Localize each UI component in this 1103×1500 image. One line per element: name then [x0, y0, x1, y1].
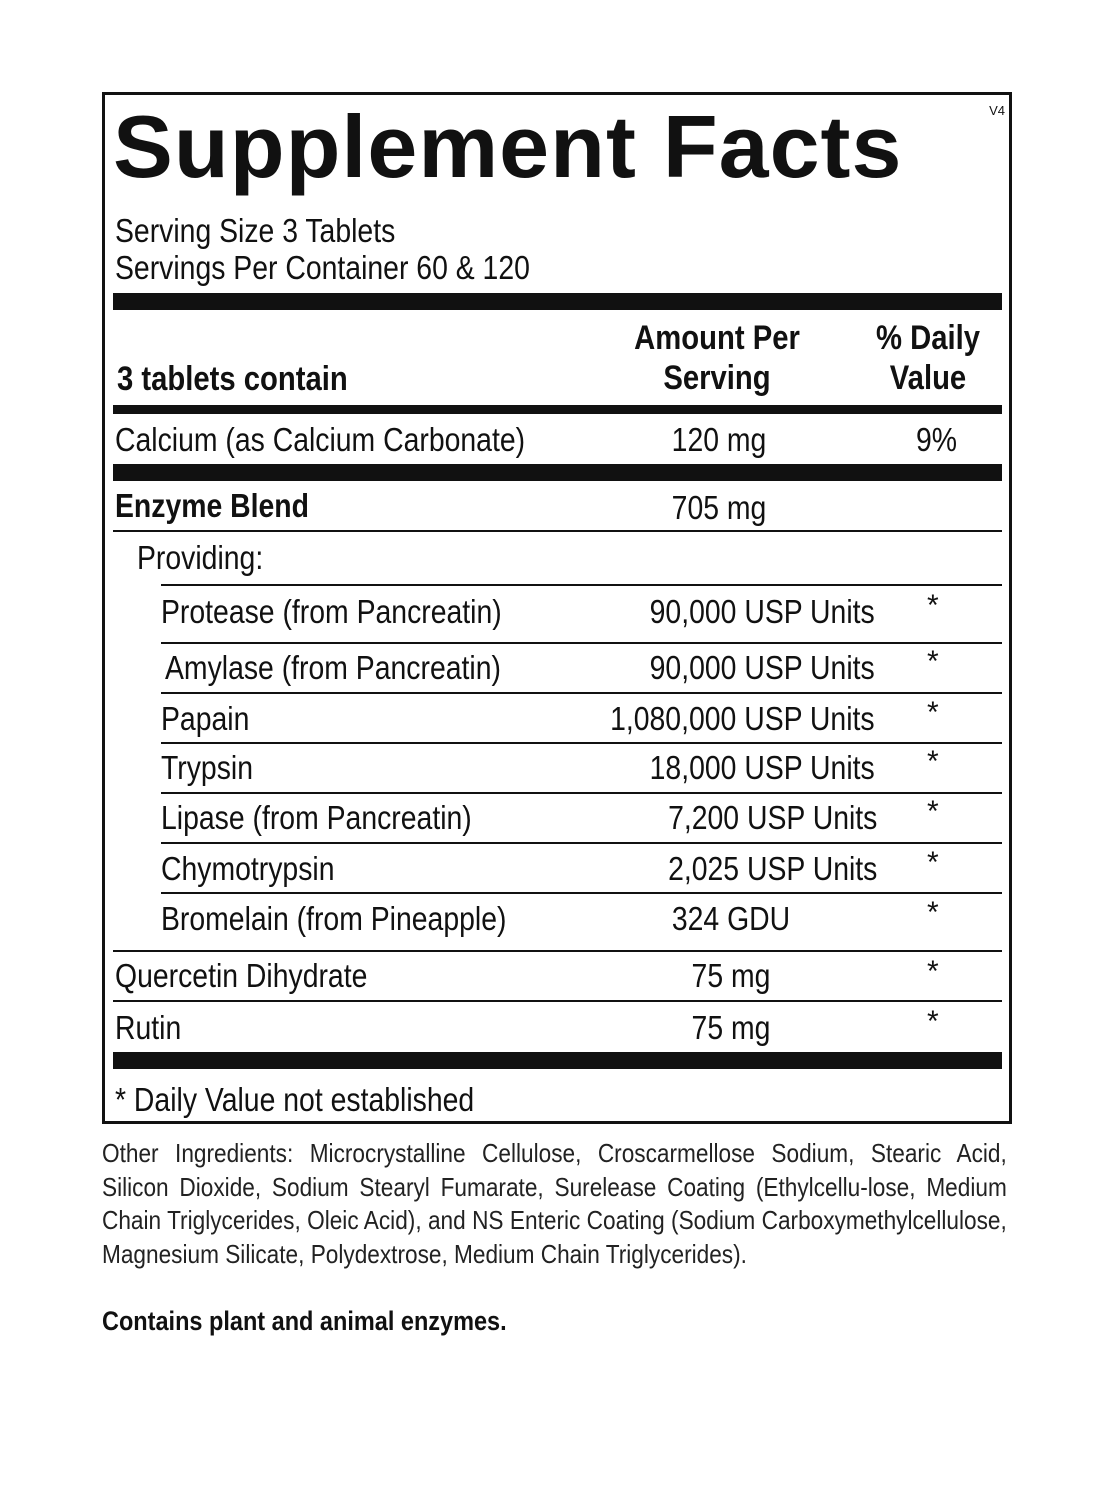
row-divider — [161, 584, 1002, 586]
dv-asterisk: * — [927, 589, 939, 622]
enzyme-blend-name: Enzyme Blend — [115, 487, 309, 524]
dv-asterisk: * — [927, 745, 939, 778]
row-divider — [161, 842, 1002, 844]
row-divider — [161, 692, 1002, 694]
row-divider — [113, 950, 1002, 952]
ingredient-amount: 75 mg — [691, 957, 771, 994]
enzyme-name: Chymotrypsin — [161, 850, 335, 887]
ingredient-name: Quercetin Dihydrate — [115, 957, 368, 994]
panel-title: Supplement Facts — [113, 97, 903, 196]
other-ingredients-text: Other Ingredients: Microcrystalline Cellulose, Croscarmellose Sodium, Stearic Acid, Silicon Dioxide, Sodium Stearyl Fumarate, Surelease Coating (Ethylcellu-lose, Medium Chain Triglycerides, Oleic Acid), and NS Enteric Coating (Sodium Carboxymethylcellulose, Magnesium Silicate, Polydextrose, Medium Chain Triglycerides). — [102, 1138, 1007, 1269]
row-divider — [113, 530, 1002, 532]
enzyme-name: Amylase (from Pancreatin) — [165, 649, 501, 686]
version-code: V4 — [989, 103, 1005, 118]
row-divider — [113, 1000, 1002, 1002]
enzyme-name: Trypsin — [161, 749, 253, 786]
calcium-dv: 9% — [916, 421, 958, 458]
supplement-facts-panel — [102, 92, 1012, 1124]
dv-asterisk: * — [927, 795, 939, 828]
thick-divider — [113, 293, 1002, 310]
header-dv-line1: % Daily — [875, 319, 981, 357]
serving-size: Serving Size 3 Tablets — [115, 212, 396, 249]
dv-asterisk: * — [927, 896, 939, 929]
enzyme-amount: 18,000 USP Units — [649, 749, 875, 786]
dv-asterisk: * — [927, 645, 939, 678]
thick-divider — [113, 1052, 1002, 1069]
enzyme-blend-amount: 705 mg — [671, 489, 767, 526]
servings-per-container: Servings Per Container 60 & 120 — [115, 249, 530, 286]
header-amount-line2: Serving — [663, 359, 771, 397]
row-divider — [161, 742, 1002, 744]
providing-label: Providing: — [137, 539, 264, 576]
header-amount-line1: Amount Per — [634, 319, 800, 357]
enzyme-name: Lipase (from Pancreatin) — [161, 799, 472, 836]
dv-asterisk: * — [927, 846, 939, 879]
header-dv-line2: Value — [889, 359, 967, 397]
daily-value-footnote: * Daily Value not established — [115, 1081, 475, 1118]
ingredient-amount: 75 mg — [691, 1009, 771, 1046]
enzyme-name: Protease (from Pancreatin) — [161, 593, 502, 630]
enzyme-amount: 90,000 USP Units — [649, 593, 875, 630]
enzyme-amount: 324 GDU — [671, 900, 791, 937]
dv-asterisk: * — [927, 696, 939, 729]
dv-asterisk: * — [927, 955, 939, 988]
row-divider — [161, 892, 1002, 894]
other-ingredients — [102, 1137, 1007, 1271]
allergen-statement: Contains plant and animal enzymes. — [102, 1306, 507, 1336]
enzyme-amount: 90,000 USP Units — [649, 649, 875, 686]
calcium-name: Calcium (as Calcium Carbonate) — [115, 421, 526, 458]
medium-divider — [113, 405, 1002, 414]
enzyme-amount: 1,080,000 USP Units — [610, 700, 875, 737]
enzyme-amount: 7,200 USP Units — [667, 799, 877, 836]
calcium-amount: 120 mg — [671, 421, 767, 458]
dv-asterisk: * — [927, 1005, 939, 1038]
thick-divider — [113, 464, 1002, 481]
enzyme-name: Bromelain (from Pineapple) — [161, 900, 507, 937]
enzyme-amount: 2,025 USP Units — [667, 850, 877, 887]
header-serving-basis: 3 tablets contain — [117, 360, 348, 398]
enzyme-name: Papain — [161, 700, 250, 737]
row-divider — [161, 792, 1002, 794]
row-divider — [161, 642, 1002, 644]
ingredient-name: Rutin — [115, 1009, 182, 1046]
